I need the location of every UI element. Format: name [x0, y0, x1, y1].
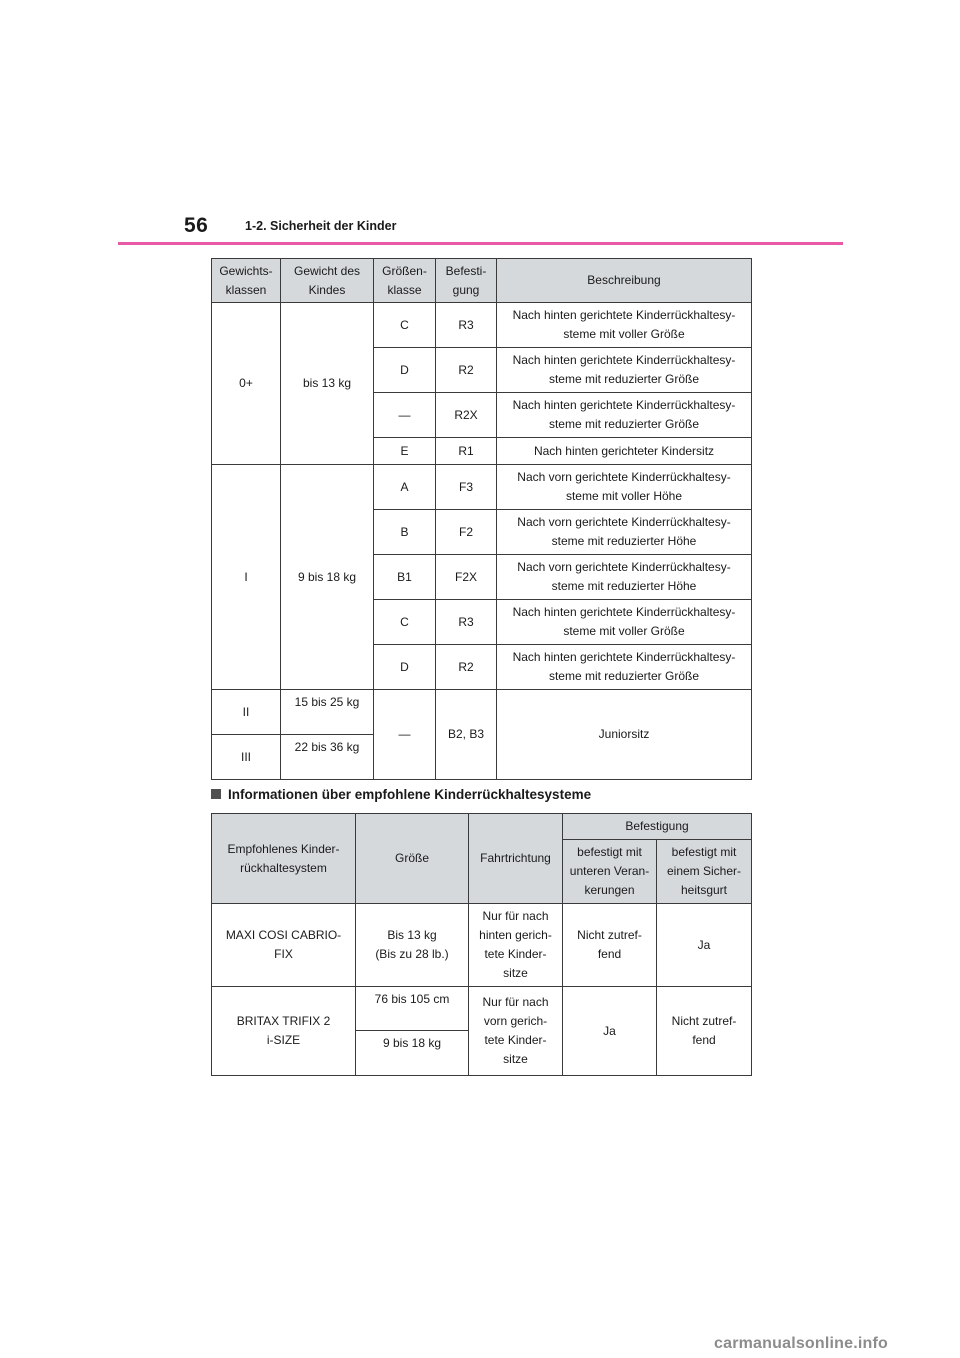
child-weight-cell: 9 bis 18 kg — [281, 465, 374, 690]
header-seat-belt: befestigt mit einem Sicher- heitsgurt — [657, 840, 752, 904]
fixture-cell: F2X — [436, 555, 497, 600]
page-number: 56 — [184, 214, 209, 237]
header-attachment: Befestigung — [563, 814, 752, 840]
weight-class-cell: 0+ — [212, 303, 281, 465]
fixture-cell: R1 — [436, 438, 497, 465]
header-weight-class: Gewichts- klassen — [212, 259, 281, 303]
header-child-weight: Gewicht des Kindes — [281, 259, 374, 303]
section-title: 1-2. Sicherheit der Kinder — [245, 219, 397, 233]
size-class-cell: C — [374, 303, 436, 348]
weight-class-cell: II — [212, 690, 281, 735]
size-class-cell: E — [374, 438, 436, 465]
table-row — [212, 690, 752, 735]
system-cell: BRITAX TRIFIX 2 i-SIZE — [212, 987, 356, 1076]
header-recommended-system: Empfohlenes Kinder- rückhaltesystem — [212, 814, 356, 904]
table-row — [212, 465, 752, 510]
size-cell: 9 bis 18 kg — [356, 1031, 469, 1076]
lower-anchors-cell: Ja — [563, 987, 657, 1076]
header-description: Beschreibung — [497, 259, 752, 303]
description-cell: Nach hinten gerichtete Kinderrückhaltesy- steme mit reduzierter Größe — [497, 348, 752, 393]
header-size: Größe — [356, 814, 469, 904]
weight-class-cell: III — [212, 735, 281, 780]
watermark: carmanualsonline.info — [714, 1335, 889, 1352]
table-row — [212, 987, 752, 1031]
description-cell: Nach hinten gerichtete Kinderrückhaltesy- steme mit voller Größe — [497, 600, 752, 645]
direction-cell: Nur für nach vorn gerich- tete Kinder- sitze — [469, 987, 563, 1076]
seat-belt-cell: Nicht zutref- fend — [657, 987, 752, 1076]
lower-anchors-cell: Nicht zutref- fend — [563, 904, 657, 987]
fixture-cell: F2 — [436, 510, 497, 555]
size-class-cell: B — [374, 510, 436, 555]
seat-belt-cell: Ja — [657, 904, 752, 987]
size-class-table — [211, 258, 752, 780]
fixture-cell: R2X — [436, 393, 497, 438]
fixture-cell: R2 — [436, 645, 497, 690]
system-cell: MAXI COSI CABRIO- FIX — [212, 904, 356, 987]
size-cell: Bis 13 kg (Bis zu 28 lb.) — [356, 904, 469, 987]
description-cell: Nach hinten gerichtete Kinderrückhaltesy- steme mit voller Größe — [497, 303, 752, 348]
fixture-cell: R3 — [436, 303, 497, 348]
description-cell: Nach vorn gerichtete Kinderrückhaltesy- steme mit reduzierter Höhe — [497, 555, 752, 600]
description-cell: Nach hinten gerichtete Kinderrückhaltesy- steme mit reduzierter Größe — [497, 393, 752, 438]
fixture-cell: B2, B3 — [436, 690, 497, 780]
recommended-systems-table — [211, 813, 752, 1076]
table-row — [212, 303, 752, 348]
size-class-cell: B1 — [374, 555, 436, 600]
size-class-cell: D — [374, 348, 436, 393]
heading-text: Informationen über empfohlene Kinderrückhaltesysteme — [228, 787, 592, 802]
header-direction: Fahrtrichtung — [469, 814, 563, 904]
direction-cell: Nur für nach hinten gerich- tete Kinder- sitze — [469, 904, 563, 987]
size-class-cell: — — [374, 690, 436, 780]
header-size-class: Größen- klasse — [374, 259, 436, 303]
weight-class-cell: I — [212, 465, 281, 690]
square-bullet-icon — [211, 789, 221, 799]
size-class-cell: C — [374, 600, 436, 645]
description-cell: Juniorsitz — [497, 690, 752, 780]
child-weight-cell: bis 13 kg — [281, 303, 374, 465]
fixture-cell: R2 — [436, 348, 497, 393]
description-cell: Nach vorn gerichtete Kinderrückhaltesy- steme mit voller Höhe — [497, 465, 752, 510]
size-cell: 76 bis 105 cm — [356, 987, 469, 1031]
description-cell: Nach hinten gerichtete Kinderrückhaltesy- steme mit reduzierter Größe — [497, 645, 752, 690]
description-cell: Nach vorn gerichtete Kinderrückhaltesy- steme mit reduzierter Höhe — [497, 510, 752, 555]
header-lower-anchors: befestigt mit unteren Veran- kerungen — [563, 840, 657, 904]
recommended-systems-heading — [211, 787, 591, 802]
table-row — [212, 904, 752, 987]
fixture-cell: F3 — [436, 465, 497, 510]
size-class-cell: — — [374, 393, 436, 438]
child-weight-cell: 22 bis 36 kg — [281, 735, 374, 780]
child-weight-cell: 15 bis 25 kg — [281, 690, 374, 735]
fixture-cell: R3 — [436, 600, 497, 645]
header-fixture: Befesti- gung — [436, 259, 497, 303]
header-rule — [118, 242, 843, 245]
description-cell: Nach hinten gerichteter Kindersitz — [497, 438, 752, 465]
size-class-cell: A — [374, 465, 436, 510]
size-class-cell: D — [374, 645, 436, 690]
